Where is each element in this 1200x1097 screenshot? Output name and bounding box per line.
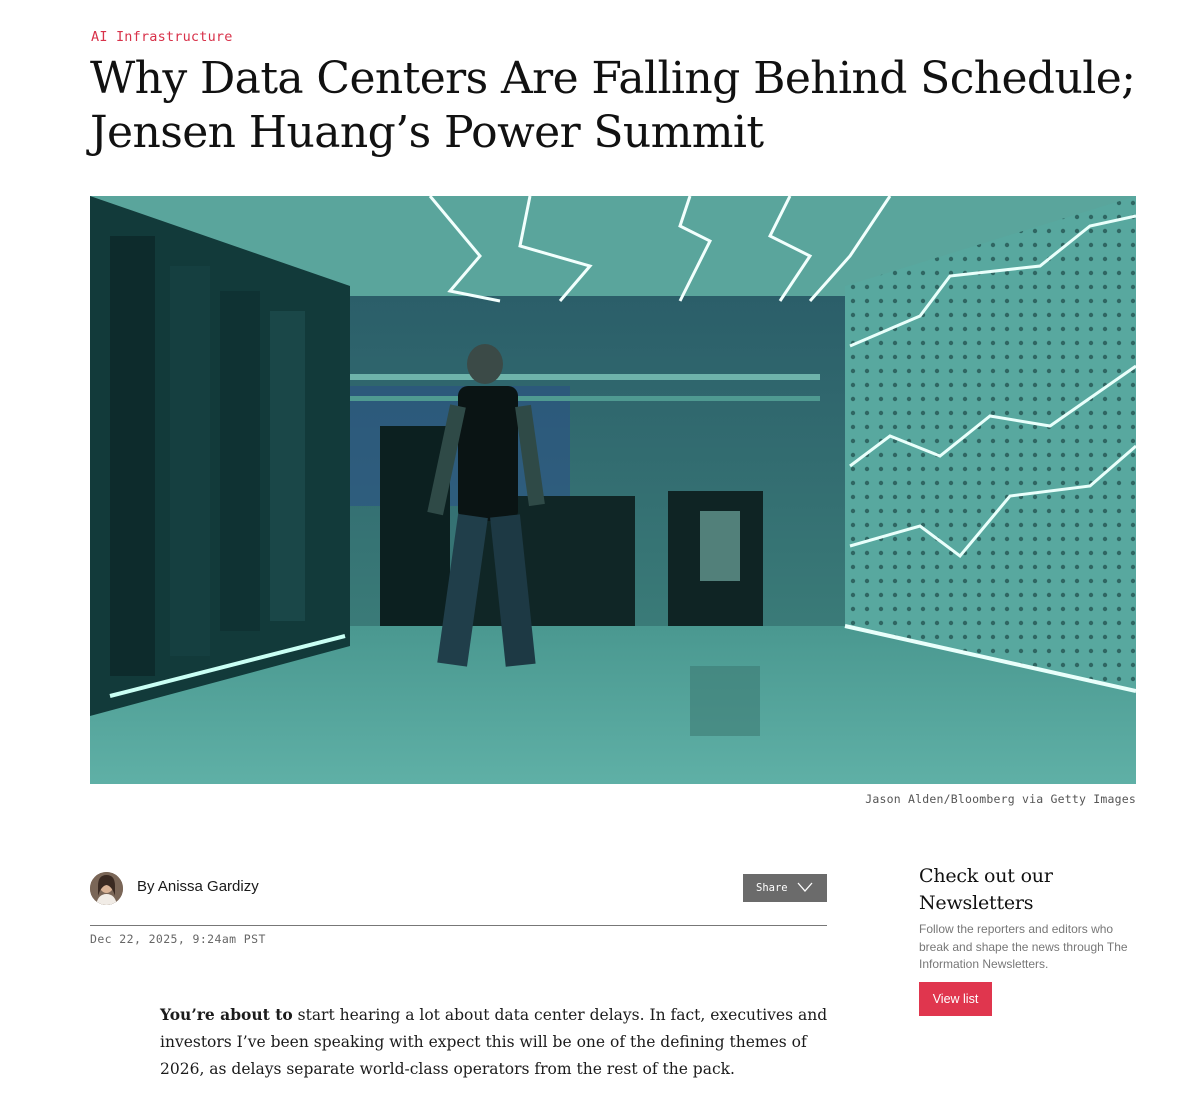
article-lede (160, 1001, 830, 1083)
author-name[interactable]: By Anissa Gardizy (137, 878, 259, 895)
share-label: Share (756, 882, 788, 894)
newsletter-description: Follow the reporters and editors who break and shape the news through The Information Newsletters. (919, 922, 1128, 971)
publish-date: Dec 22, 2025, 9:24am PST (90, 932, 266, 946)
view-list-button[interactable]: View list (919, 982, 992, 1016)
lede-text: start hearing a lot about data center delays. In fact, executives and investors I’ve been speaking with expect this will be one of the defining themes of 2026, as delays separate world-class operators from the rest of the pack. (160, 1006, 828, 1078)
article-headline: Why Data Centers Are Falling Behind Schedule; Jensen Huang’s Power Summit (90, 53, 1136, 158)
byline (90, 870, 827, 926)
share-button[interactable] (743, 874, 827, 902)
lede-lead-in: You’re about to (160, 1005, 293, 1024)
article-category[interactable]: AI Infrastructure (91, 29, 233, 45)
image-caption: Jason Alden/Bloomberg via Getty Images (865, 792, 1136, 806)
chevron-down-icon (797, 882, 813, 893)
newsletter-title: Check out our Newsletters (919, 865, 1053, 914)
hero-image (90, 196, 1136, 784)
author-avatar[interactable] (90, 872, 123, 905)
newsletter-promo (919, 863, 1149, 1016)
